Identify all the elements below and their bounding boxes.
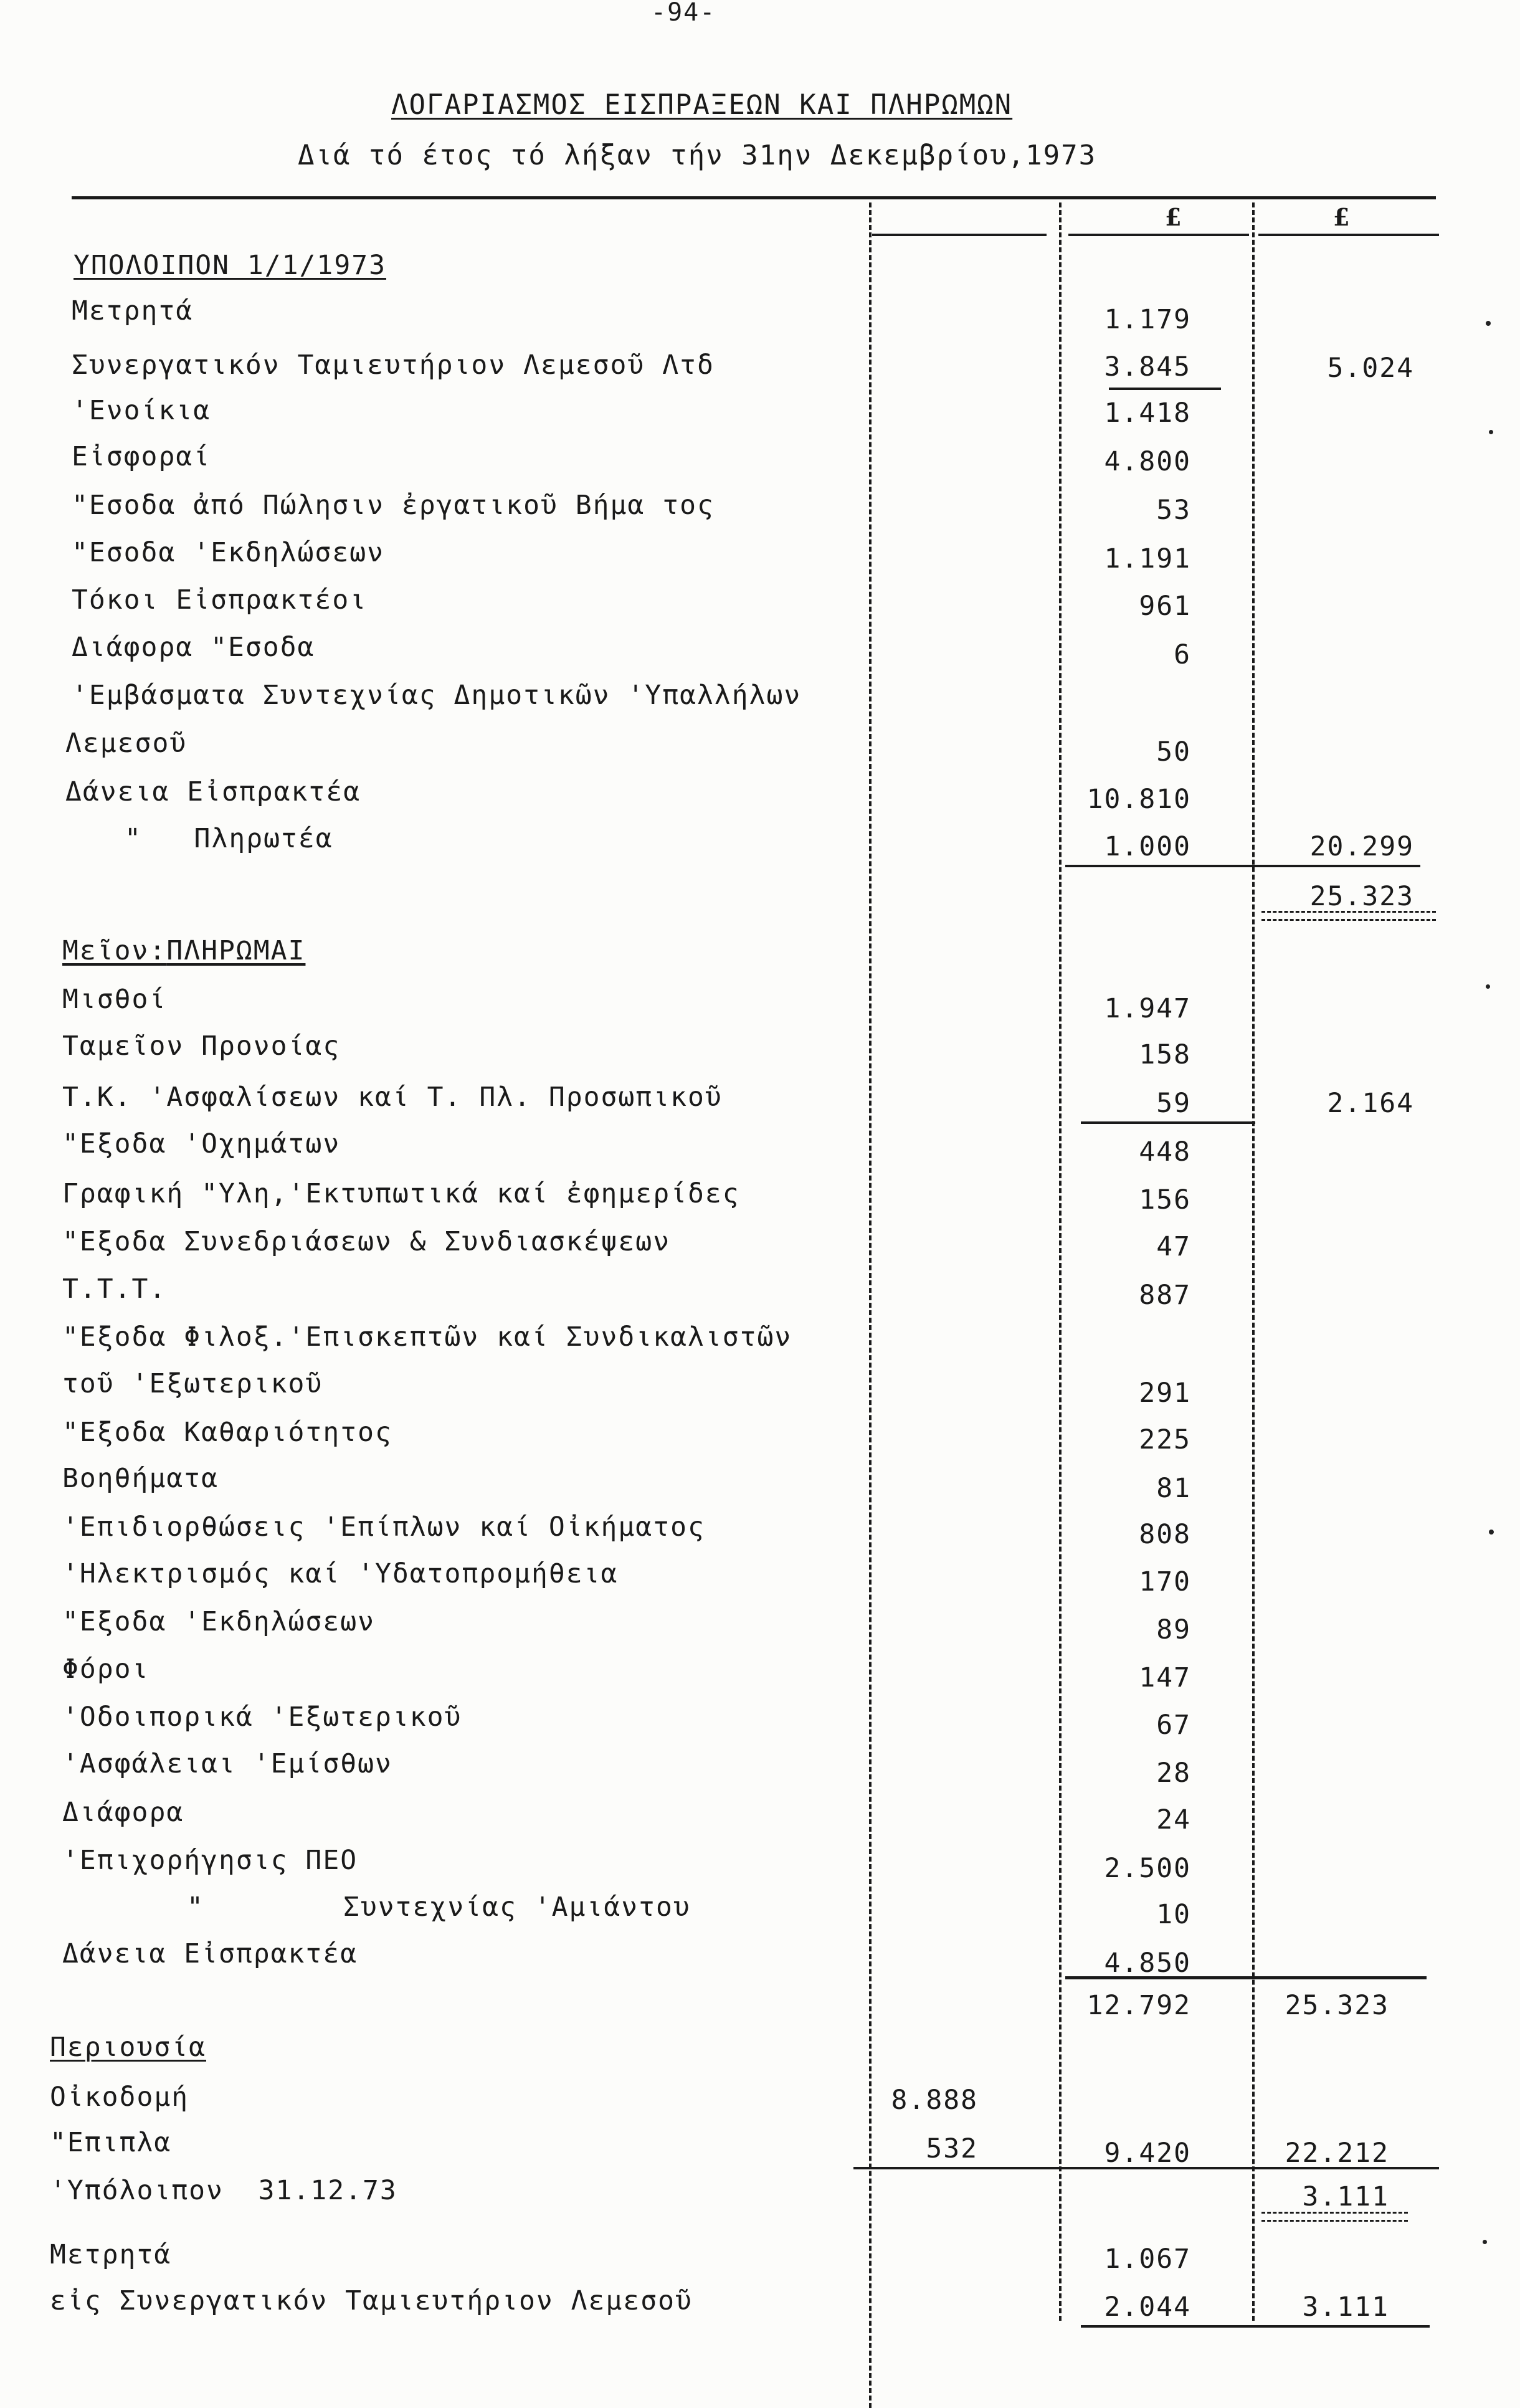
- page-number: -94-: [651, 0, 716, 27]
- row-label: Τ.Κ. 'Ασφαλίσεων καί Τ. Πλ. Προσωπικοῦ: [62, 1082, 723, 1113]
- col3-header-rule: [1258, 234, 1439, 236]
- row-label: Τ.Τ.Τ.: [62, 1273, 167, 1305]
- row-label: Εἰσφοραί: [72, 441, 211, 472]
- row-amount: 1.000: [1104, 831, 1191, 862]
- row-amount: 89: [1156, 1614, 1191, 1645]
- row-amount: 448: [1139, 1136, 1191, 1168]
- scan-speck: [1489, 1530, 1494, 1535]
- payments-prefix: Μεῖον:: [62, 935, 167, 966]
- receipts-grand-total: 25.323: [1309, 881, 1414, 912]
- row-label: Βοηθήματα: [62, 1463, 219, 1494]
- row-amount: 50: [1156, 736, 1191, 768]
- row-label: Ταμεῖον Προνοίας: [62, 1030, 341, 1062]
- row-label: Διάφορα: [62, 1797, 184, 1828]
- section-opening-balance: ΥΠΟΛΟΙΠΟΝ 1/1/1973: [74, 250, 386, 281]
- row-amount: 291: [1139, 1378, 1191, 1409]
- subtotal-rule: [853, 2167, 1439, 2169]
- closing-balance-total: 3.111: [1302, 2181, 1389, 2212]
- row-amount: 887: [1139, 1280, 1191, 1311]
- row-asset-amount: 8.888: [891, 2085, 978, 2116]
- row-label: Δάνεια Εἰσπρακτέα: [65, 776, 361, 807]
- row-label: εἰς Συνεργατικόν Ταμιευτήριον Λεμεσοῦ: [50, 2285, 693, 2316]
- row-label: 'Ενοίκια: [72, 395, 211, 426]
- row-amount: 10.810: [1086, 784, 1191, 815]
- row-asset-amount: 532: [926, 2133, 978, 2164]
- scan-speck: [1489, 430, 1493, 434]
- row-amount: 6: [1174, 639, 1191, 670]
- row-label: τοῦ 'Εξωτερικοῦ: [62, 1368, 323, 1399]
- row-amount: 2.044: [1104, 2291, 1191, 2323]
- total-rule: [1065, 1976, 1427, 1979]
- row-amount: 2.500: [1104, 1853, 1191, 1884]
- row-label: Συνεργατικόν Ταμιευτήριον Λεμεσοῦ Λτδ: [72, 350, 715, 381]
- row-amount: 4.850: [1104, 1948, 1191, 1979]
- row-amount: 808: [1139, 1519, 1191, 1550]
- row-label: "Εξοδα 'Οχημάτων: [62, 1128, 341, 1159]
- row-total: 20.299: [1309, 831, 1414, 862]
- row-label: Λεμεσοῦ: [65, 728, 188, 759]
- row-amount: 59: [1156, 1088, 1191, 1119]
- row-label: "Εξοδα Φιλοξ.'Επισκεπτῶν καί Συνδικαλιστῶν: [62, 1321, 792, 1353]
- row-amount: 53: [1156, 495, 1191, 526]
- receipts-total-carried: 25.323: [1285, 1990, 1389, 2021]
- row-label: 'Επιχορήγησις ΠΕΟ: [62, 1845, 358, 1876]
- row-amount: 10: [1156, 1899, 1191, 1930]
- closing-balance-label: 'Υπόλοιπον 31.12.73: [50, 2175, 397, 2206]
- row-label: " Συντεχνίας 'Αμιάντου: [187, 1892, 691, 1923]
- row-label: Μετρητά: [72, 295, 194, 326]
- row-label: Φόροι: [62, 1654, 150, 1685]
- row-total: 3.111: [1302, 2291, 1389, 2323]
- row-label: " Πληρωτέα: [125, 823, 333, 854]
- row-label: Τόκοι Εἰσπρακτέοι: [72, 584, 368, 616]
- row-amount: 1.179: [1104, 304, 1191, 335]
- col1-header-rule: [872, 234, 1047, 236]
- column-separator-1: [869, 202, 872, 2408]
- row-label: "Επιπλα: [50, 2127, 172, 2158]
- row-amount: 1.947: [1104, 993, 1191, 1024]
- row-amount: 961: [1139, 591, 1191, 622]
- row-label: Μισθοί: [62, 984, 167, 1015]
- row-label: 'Επιδιορθώσεις 'Επίπλων καί Οἰκήματος: [62, 1511, 705, 1543]
- subtotal-rule: [1081, 1121, 1255, 1124]
- row-total: 2.164: [1327, 1088, 1414, 1119]
- row-amount: 1.191: [1104, 543, 1191, 574]
- row-label: "Εξοδα Συνεδριάσεων & Συνδιασκέψεων: [62, 1226, 671, 1257]
- final-rule: [1081, 2325, 1430, 2328]
- row-label: "Εσοδα ἀπό Πώλησιν ἐργατικοῦ Βήμα τος: [72, 490, 715, 521]
- document-subtitle: Διά τό έτος τό λήξαν τήν 31ην Δεκεμβρίου,1973: [298, 140, 1097, 171]
- subtotal-rule: [1109, 388, 1221, 390]
- row-amount: 225: [1139, 1424, 1191, 1455]
- row-label: 'Εμβάσματα Συντεχνίας Δημοτικῶν 'Υπαλλήλων: [72, 680, 802, 711]
- row-amount: 1.067: [1104, 2244, 1191, 2275]
- row-amount: 156: [1139, 1184, 1191, 1216]
- row-label: "Εξοδα 'Εκδηλώσεων: [62, 1606, 375, 1637]
- row-amount: 4.800: [1104, 446, 1191, 477]
- col2-currency-symbol: £: [1165, 203, 1182, 231]
- row-amount: 1.418: [1104, 397, 1191, 429]
- row-label: Οἰκοδομή: [50, 2082, 189, 2113]
- row-total: 22.212: [1285, 2138, 1389, 2169]
- section-assets: Περιουσία: [50, 2032, 206, 2063]
- row-amount: 147: [1139, 1662, 1191, 1693]
- double-underline: [1261, 911, 1436, 921]
- row-amount: 158: [1139, 1039, 1191, 1070]
- header-rule: [72, 196, 1436, 199]
- double-underline: [1261, 2212, 1408, 2222]
- row-amount: 81: [1156, 1473, 1191, 1504]
- row-label: Δάνεια Εἰσπρακτέα: [62, 1938, 358, 1969]
- payments-label: ΠΛΗΡΩΜΑΙ: [166, 935, 306, 966]
- row-total: 5.024: [1327, 353, 1414, 384]
- scan-speck: [1486, 984, 1490, 989]
- payments-total: 12.792: [1086, 1990, 1191, 2021]
- col2-header-rule: [1068, 234, 1249, 236]
- scan-speck: [1483, 2240, 1487, 2244]
- col3-currency-symbol: £: [1333, 203, 1350, 231]
- row-amount: 9.420: [1104, 2138, 1191, 2169]
- row-label: "Εξοδα Καθαριότητος: [62, 1417, 392, 1448]
- row-amount: 47: [1156, 1231, 1191, 1262]
- row-label: Γραφική "Υλη,'Εκτυπωτικά καί ἐφημερίδες: [62, 1178, 740, 1209]
- row-amount: 24: [1156, 1804, 1191, 1835]
- row-label: Μετρητά: [50, 2239, 172, 2270]
- row-label: "Εσοδα 'Εκδηλώσεων: [72, 537, 384, 568]
- row-amount: 3.845: [1104, 351, 1191, 383]
- row-label: 'Ηλεκτρισμός καί 'Υδατοπρομήθεια: [62, 1558, 619, 1589]
- row-label: Διάφορα "Εσοδα: [72, 632, 315, 663]
- section-payments: [62, 935, 306, 966]
- row-label: 'Ασφάλειαι 'Εμίσθων: [62, 1748, 392, 1779]
- scan-speck: [1486, 321, 1491, 326]
- row-amount: 67: [1156, 1710, 1191, 1741]
- subtotal-rule: [1065, 865, 1420, 867]
- document-title: ΛΟΓΑΡΙΑΣΜΟΣ ΕΙΣΠΡΑΞΕΩΝ ΚΑΙ ΠΛΗΡΩΜΩΝ: [391, 89, 1013, 121]
- row-label: 'Οδοιπορικά 'Εξωτερικοῦ: [62, 1701, 462, 1733]
- row-amount: 28: [1156, 1758, 1191, 1789]
- row-amount: 170: [1139, 1566, 1191, 1597]
